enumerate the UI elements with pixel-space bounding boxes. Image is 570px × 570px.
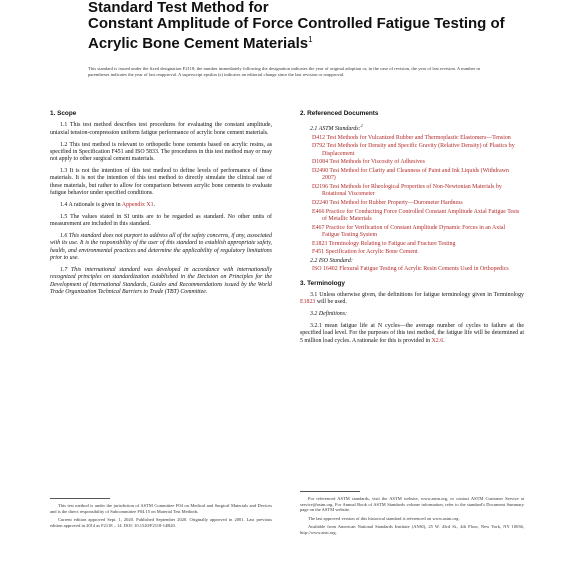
reference-code[interactable]: F451 — [312, 249, 325, 256]
iso-standard-subheading: 2.2 ISO Standard: — [310, 257, 353, 264]
scope-1-5: 1.5 The values stated in SI units are to be regarded as standard. No other units of measurement are included in this standard. — [50, 213, 272, 228]
reference-code[interactable]: D412 — [312, 134, 326, 141]
scope-1-2: 1.2 This test method is relevant to orthopedic bone cements based on acrylic resins, as specified in Specification F451 and ISO 5833. The procedures in this test method may or may not apply to other surgical cement materials. — [50, 141, 272, 163]
astm-reference-item[interactable] — [300, 225, 524, 240]
reference-code[interactable]: D792 — [312, 143, 326, 150]
astm-reference-item[interactable] — [300, 209, 524, 224]
footnote-rule-left — [50, 498, 110, 499]
scope-1-6: 1.6 This standard does not purport to address all of the safety concerns, if any, associated with its use. It is the responsibility of the user of this standard to establish appropriate safety, health, and environmental practices and determine the applicability of regulatory limitations prior to use. — [50, 232, 272, 261]
iso-reference-list — [300, 266, 524, 273]
footnote-rule-right — [300, 491, 360, 492]
astm-reference-item[interactable] — [300, 159, 524, 166]
title-footnote-marker: 1 — [308, 35, 313, 44]
terminology-3-2-1-text: 3.2.1 mean fatigue life at N cycles—the average number of cycles to failure at the specified load level. For the purposes of this test method, the fatigue life will be determined at 5 million load cycles. A rationale for this is provided in — [300, 322, 524, 344]
appendix-link[interactable]: Appendix X1 — [121, 201, 154, 208]
reference-title[interactable]: Practice for Conducting Force Controlled Constant Amplitude Axial Fatigue Tests of Metallic Materials — [322, 208, 520, 222]
reference-title[interactable]: Flexural Fatigue Testing of Acrylic Resin Cements Used in Orthopedics — [339, 266, 509, 273]
reference-title[interactable]: Test Method for Clarity and Cleanness of Paint and Ink Liquids (Withdrawn 2007) — [322, 167, 509, 182]
reference-code[interactable]: D1084 — [312, 159, 329, 166]
astm-sub-footnote: 2 — [360, 123, 363, 129]
reference-title[interactable]: Practice for Verification of Constant Amplitude Dynamic Forces in an Axial Fatigue Testing System — [322, 224, 506, 238]
terminology-heading: 3. Terminology — [300, 279, 345, 287]
reference-code[interactable]: E467 — [312, 224, 325, 231]
terminology-3-2: 3.2 Definitions: — [310, 311, 347, 318]
footnote-2: For referenced ASTM standards, visit the ASTM website, www.astm.org, or contact ASTM Customer Service at service@astm.org. For Annual Book of ASTM Standards volume information, refer to the standard's Document Summary page on the ASTM website. — [300, 496, 524, 512]
reference-code[interactable]: D2240 — [312, 199, 329, 206]
terminology-3-2-1-end: . — [443, 337, 445, 344]
footnote-3: The last approved version of this historical standard is referenced on www.astm.org. — [308, 515, 460, 521]
terminology-3-1-end: will be used. — [315, 299, 347, 306]
reference-code[interactable]: D2490 — [312, 167, 329, 174]
designation-notice: This standard is issued under the fixed designation F2118; the number immediately following the designation indicates the year of original adoption or, in the case of revision, the year of last revision. A number in parentheses indicates the year of last reapproval. A superscript epsilon (ε) indicates an editorial change since the last revision or reapproval. — [88, 66, 480, 77]
scope-1-3: 1.3 It is not the intention of this test method to define levels of performance of these materials. It is not the intention of this test method to directly simulate the clinical use of these materials, but rather to allow for comparison between acrylic bone cements to evaluate fatigue behavior under specified conditions. — [50, 168, 272, 197]
astm-reference-item[interactable] — [300, 249, 524, 256]
footnote-1-edition: Current edition approved Sept. 1, 2020. Published September 2020. Originally approved in 2001. Last previous edition approved in 2014 as F2118 – 14. DOI: 10.1520/F2118-14R20. — [50, 517, 272, 528]
astm-reference-item[interactable] — [300, 143, 524, 158]
scope-1-7: 1.7 This international standard was developed in accordance with internationally recognized principles on standardization established in the Decision on Principles for the Development of International Standards, Guides and Recommendations issued by the World Trade Organization Technical Barriers to Trade (TBT) Committee. — [50, 266, 272, 295]
reference-title[interactable]: Test Methods for Rheological Properties of Non-Newtonian Materials by Rotational Viscometer — [322, 183, 502, 198]
title-line-1: Standard Test Method for — [88, 0, 269, 16]
scope-1-4-text: 1.4 A rationale is given in — [60, 201, 122, 208]
terminology-3-1-text: 3.1 Unless otherwise given, the definitions for fatigue terminology given in Terminology — [310, 291, 524, 298]
reference-title[interactable]: Specification for Acrylic Bone Cement — [325, 249, 418, 256]
reference-title[interactable]: Terminology Relating to Fatigue and Fracture Testing — [328, 240, 456, 247]
astm-reference-item[interactable] — [300, 168, 524, 183]
document-title — [88, 0, 505, 52]
reference-title[interactable]: Test Methods for Viscosity of Adhesives — [329, 159, 425, 166]
reference-code[interactable]: E1823 — [312, 240, 328, 247]
title-line-3-text: Acrylic Bone Cement Materials — [88, 35, 309, 52]
scope-1-4 — [50, 202, 272, 209]
astm-sub-text: 2.1 ASTM Standards: — [310, 126, 361, 133]
right-column — [300, 110, 524, 349]
reference-title[interactable]: Test Methods for Density and Specific Gravity (Relative Density) of Plastics by Displacement — [322, 143, 515, 157]
terminology-3-2-1 — [300, 323, 524, 345]
astm-reference-list — [300, 135, 524, 257]
scope-heading: 1. Scope — [50, 110, 77, 117]
astm-reference-item[interactable] — [300, 200, 524, 207]
terminology-3-1 — [300, 292, 524, 307]
reference-code[interactable]: E466 — [312, 208, 325, 215]
scope-1-1: 1.1 This test method describes test procedures for evaluating the constant amplitude, uniaxial tension-compression uniform fatigue performance of acrylic bone cement materials. — [50, 122, 272, 136]
footnotes-right — [300, 496, 524, 538]
reference-code[interactable]: ISO 16402 — [312, 266, 338, 273]
title-line-3 — [88, 32, 488, 52]
references-heading: 2. Referenced Documents — [300, 110, 379, 117]
x2-6-link[interactable]: X2.6 — [431, 337, 444, 344]
reference-title[interactable]: Test Method for Rubber Property—Durometer Hardness — [329, 199, 463, 206]
footnote-4: Available from American National Standards Institute (ANSI), 25 W. 43rd St., 4th Floor, New York, NY 10036, http://www.ansi.org. — [300, 524, 524, 535]
reference-code[interactable]: D2196 — [312, 183, 329, 190]
footnote-1: This test method is under the jurisdiction of ASTM Committee F04 on Medical and Surgical Materials and Devices and is the direct responsibility of Subcommittee F04.15 on Material Test Methods. — [50, 503, 272, 514]
astm-standards-subheading — [300, 122, 524, 133]
iso-reference-item[interactable] — [300, 266, 524, 273]
footnotes-left — [50, 503, 272, 531]
scope-1-4-end: . — [153, 201, 156, 208]
left-column — [50, 110, 272, 301]
reference-title[interactable]: Test Methods for Vulcanized Rubber and Thermoplastic Elastomers—Tension — [326, 134, 511, 141]
astm-reference-item[interactable] — [300, 184, 524, 199]
e1823-link[interactable]: E1823 — [300, 299, 316, 306]
title-line-2: Constant Amplitude of Force Controlled Fatigue Testing of — [88, 15, 505, 32]
astm-reference-item[interactable] — [300, 241, 524, 248]
astm-reference-item[interactable] — [300, 135, 524, 142]
